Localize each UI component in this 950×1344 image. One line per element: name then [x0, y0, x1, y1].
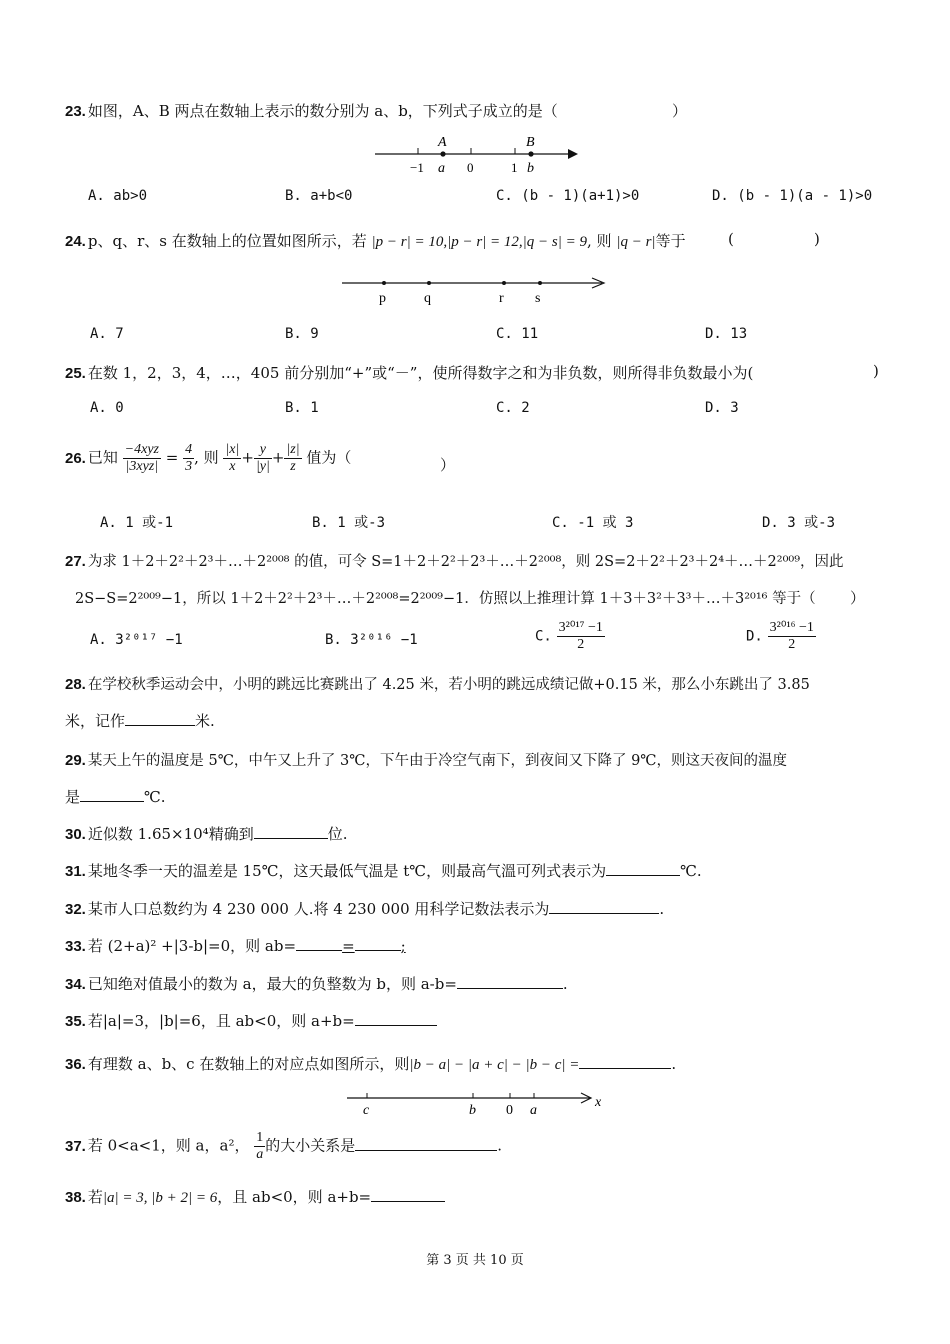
- q33-answer-blank-2[interactable]: [355, 936, 401, 951]
- q26-text-3: 值为（: [306, 448, 352, 467]
- q26-fraction-1: [123, 442, 161, 475]
- q23-label-a: a: [438, 161, 445, 176]
- q26-fraction-3-numerator: |x|: [225, 442, 240, 457]
- q24-label-r: r: [499, 291, 504, 306]
- q31-stem: [65, 860, 702, 881]
- q26-fraction-1-denominator: |3xyz|: [125, 459, 159, 474]
- q27-option-d: [746, 620, 816, 653]
- q23-number-line: [370, 132, 582, 178]
- q31-number: 31.: [65, 863, 86, 880]
- q38-answer-blank[interactable]: [371, 1187, 445, 1202]
- q26-stem: [65, 442, 351, 475]
- q37-fraction-numerator: 1: [256, 1130, 264, 1145]
- q27-option-a: A. 3²⁰¹⁷ −1: [90, 632, 183, 648]
- q24-option-b: B. 9: [285, 326, 319, 342]
- q38-text-2: ，且 ab<0，则 a+b=: [217, 1188, 372, 1206]
- q29-text-1: 某天上午的温度是 5℃，中午又上升了 3℃，下午由于冷空气南下，到夜间又下降了 9℃，则这天夜间的温度: [87, 753, 788, 769]
- q25-stem: [65, 362, 753, 383]
- q32-answer-blank[interactable]: [549, 899, 659, 914]
- q26-fraction-2-denominator: 3: [185, 459, 193, 474]
- q26-fraction-5: [284, 442, 301, 475]
- q26-fraction-5-numerator: |z|: [286, 442, 300, 457]
- q33-number: 33.: [65, 938, 86, 955]
- q26-option-c: C. -1 或 3: [552, 515, 634, 531]
- q29-text-2a: 是: [65, 788, 81, 806]
- q24-option-a: A. 7: [90, 326, 124, 342]
- q30-text-1: 近似数 1.65×10⁴精确到: [87, 825, 254, 843]
- q35-number: 35.: [65, 1013, 86, 1030]
- q27-option-c-denominator: 2: [577, 637, 585, 652]
- q37-text-1: 若 0<a<1，则 a，a²，: [87, 1136, 250, 1155]
- q25-option-d: D. 3: [705, 400, 739, 416]
- q36-number: 36.: [65, 1056, 86, 1073]
- q38-expr: |a| = 3, |b + 2| = 6: [102, 1190, 218, 1206]
- q33-text-2: ;: [400, 937, 406, 955]
- q24-expr-1: |p − r| = 10,: [371, 234, 448, 250]
- q36-text-1: 有理数 a、b、c 在数轴上的对应点如图所示，则: [87, 1055, 410, 1073]
- q34-answer-blank[interactable]: [457, 974, 563, 989]
- q23-label-A: A: [438, 135, 447, 150]
- q24-point-s: [538, 281, 542, 285]
- q34-text-2: .: [562, 975, 568, 993]
- q23-label-0: 0: [467, 160, 474, 175]
- q23-close: ）: [672, 102, 688, 120]
- q29-answer-blank[interactable]: [80, 787, 144, 802]
- q26-fraction-1-numerator: −4xyz: [124, 442, 159, 457]
- q23-number: 23.: [65, 103, 86, 120]
- q38-stem: [65, 1186, 445, 1207]
- q24-text-1: p、q、r、s 在数轴上的位置如图所示，若: [87, 232, 367, 250]
- q31-text-2: ℃.: [680, 862, 702, 880]
- q36-stem: [65, 1053, 676, 1074]
- q36-text-2: .: [671, 1055, 677, 1073]
- q27-line-1: [65, 550, 844, 571]
- page-footer: 第 3 页 共 10 页: [426, 1253, 524, 1268]
- q26-plus-2: +: [271, 448, 285, 467]
- q27-text-1: 为求 1＋2＋2²＋2³＋…＋2²⁰⁰⁸ 的值，可令 S=1＋2＋2²＋2³＋…＋2²⁰⁰⁸，则 2S=2＋2²＋2³＋2⁴＋…＋2²⁰⁰⁹，因此: [87, 554, 844, 570]
- q32-number: 32.: [65, 901, 86, 918]
- q29-text-2b: ℃.: [144, 788, 166, 806]
- q28-answer-blank[interactable]: [125, 711, 195, 726]
- q35-text-1: 若|a|=3，|b|=6，且 ab<0，则 a+b=: [87, 1012, 355, 1030]
- q35-answer-blank[interactable]: [355, 1011, 437, 1026]
- q27-option-d-denominator: 2: [788, 637, 796, 652]
- q28-line-1: [65, 673, 810, 694]
- q23-option-b: B. a+b<0: [285, 188, 353, 204]
- q26-text-2: , 则: [194, 448, 219, 467]
- q23-label-m1: −1: [410, 160, 424, 175]
- q26-fraction-4: [254, 442, 272, 475]
- q31-answer-blank[interactable]: [606, 861, 680, 876]
- q33-mid: =: [342, 937, 355, 955]
- q36-label-0: 0: [506, 1103, 513, 1118]
- q26-fraction-2-numerator: 4: [185, 442, 193, 457]
- q38-text-1: 若: [87, 1188, 103, 1206]
- q25-option-a: A. 0: [90, 400, 124, 416]
- q31-text-1: 某地冬季一天的温差是 15℃，这天最低气温是 t℃，则最高气溫可列式表示为: [87, 862, 607, 880]
- q34-text-1: 已知绝对值最小的数为 a，最大的负整数为 b，则 a-b=: [87, 975, 457, 993]
- q23-label-B: B: [526, 135, 535, 150]
- q28-text-2a: 米，记作: [65, 712, 126, 730]
- q25-option-c: C. 2: [496, 400, 530, 416]
- q29-line-2: [65, 786, 166, 807]
- q25-option-b: B. 1: [285, 400, 319, 416]
- q28-number: 28.: [65, 676, 86, 693]
- q34-stem: [65, 973, 568, 994]
- q36-number-line: [345, 1088, 610, 1122]
- q24-paren: (: [728, 230, 734, 248]
- q35-stem: [65, 1010, 437, 1031]
- q30-number: 30.: [65, 826, 86, 843]
- q26-fraction-2: [183, 442, 194, 475]
- q38-number: 38.: [65, 1189, 86, 1206]
- q24-point-r: [502, 281, 506, 285]
- q37-answer-blank[interactable]: [355, 1136, 497, 1151]
- q37-fraction-denominator: a: [256, 1147, 264, 1162]
- q23-label-1: 1: [511, 160, 518, 175]
- q36-label-x: x: [595, 1095, 602, 1110]
- q23-option-c: C. (b - 1)(a+1)>0: [496, 188, 640, 204]
- q37-number: 37.: [65, 1137, 86, 1155]
- q24-label-p: p: [379, 291, 386, 306]
- q24-expr-2: |p − r| = 12,: [447, 234, 523, 250]
- q26-fraction-3: [223, 442, 241, 475]
- q27-close: ）: [850, 589, 866, 607]
- q36-label-c: c: [363, 1103, 370, 1118]
- q23-text: 如图，A、B 两点在数轴上表示的数分别为 a、b，下列式子成立的是（: [87, 102, 558, 120]
- q24-option-c: C. 11: [496, 326, 539, 342]
- q25-number: 25.: [65, 365, 86, 382]
- q24-expr-3: |q − s| = 9: [522, 234, 588, 250]
- q30-answer-blank[interactable]: [254, 824, 328, 839]
- q27-option-c-label: C.: [535, 628, 552, 645]
- q24-text-2: , 则: [587, 232, 612, 250]
- q28-text-2b: 米.: [195, 712, 215, 730]
- q26-option-a: A. 1 或-1: [100, 515, 174, 531]
- q25-text: 在数 1，2，3，4，…，405 前分别加“+”或“－”，使所得数字之和为非负数，则所得非负数最小为(: [87, 364, 754, 382]
- q32-text-2: .: [659, 900, 665, 918]
- q32-text-1: 某市人口总数约为 4 230 000 人.将 4 230 000 用科学记数法表示为: [87, 900, 550, 918]
- q24-expr-4: |q − r|: [616, 234, 656, 250]
- q23-option-d: D. (b - 1)(a - 1)>0: [712, 188, 873, 204]
- q37-fraction: [254, 1130, 265, 1163]
- q26-fraction-5-denominator: z: [290, 459, 296, 474]
- q24-number: 24.: [65, 233, 86, 250]
- q24-text-3: 等于: [655, 232, 686, 250]
- q33-text-1: 若 (2+a)² +|3-b|=0，则 ab=: [87, 937, 297, 955]
- q26-fraction-3-denominator: x: [229, 459, 236, 474]
- q26-fraction-4-numerator: y: [254, 442, 272, 459]
- q37-text-3: .: [497, 1136, 503, 1155]
- q23-stem: [65, 100, 558, 121]
- q27-option-c-fraction: [557, 620, 605, 653]
- q26-equals: =: [165, 448, 179, 467]
- q24-option-d: D. 13: [705, 326, 748, 342]
- q24-label-s: s: [535, 291, 541, 306]
- q36-label-a: a: [530, 1103, 537, 1118]
- q26-plus-1: +: [241, 448, 254, 467]
- q24-label-q: q: [424, 291, 431, 306]
- q23-option-a: A. ab>0: [88, 188, 148, 204]
- q33-stem: [65, 935, 406, 956]
- q24-point-p: [382, 281, 386, 285]
- q30-text-2: 位.: [327, 825, 348, 843]
- q37-text-2: 的大小关系是: [265, 1136, 356, 1155]
- q27-option-d-fraction: [768, 620, 816, 653]
- q27-option-c-numerator: 3²⁰¹⁷ −1: [558, 620, 603, 635]
- q27-option-b: B. 3²⁰¹⁶ −1: [325, 632, 418, 648]
- q28-text-1: 在学校秋季运动会中，小明的跳远比赛跳出了 4.25 米，若小明的跳远成绩记做+0.15 米，那么小东跳出了 3.85: [87, 677, 810, 693]
- q26-fraction-4-denominator: |y|: [255, 459, 270, 474]
- q27-option-d-label: D.: [746, 628, 763, 645]
- q24-number-line: [340, 272, 615, 308]
- q26-option-b: B. 1 或-3: [312, 515, 386, 531]
- q36-expr: |b − a| − |a + c| − |b − c| =: [409, 1057, 580, 1073]
- q29-number: 29.: [65, 752, 86, 769]
- q29-line-1: [65, 749, 787, 770]
- q33-answer-blank-1[interactable]: [296, 936, 342, 951]
- q34-number: 34.: [65, 976, 86, 993]
- q27-option-d-numerator: 3²⁰¹⁶ −1: [769, 620, 814, 635]
- q24-stem: [65, 230, 686, 251]
- q24-point-q: [427, 281, 431, 285]
- q24-close: ): [814, 230, 820, 248]
- q23-point-a: [440, 151, 445, 156]
- q36-answer-blank[interactable]: [579, 1054, 671, 1069]
- q23-axis-arrow: [568, 149, 578, 159]
- q26-close: ）: [440, 456, 456, 474]
- q27-number: 27.: [65, 553, 86, 570]
- q36-label-b: b: [469, 1103, 476, 1118]
- q37-stem: [65, 1130, 502, 1163]
- q27-line-2: 2S−S=2²⁰⁰⁹−1，所以 1＋2＋2²＋2³＋…＋2²⁰⁰⁸=2²⁰⁰⁹−1．仿照以上推理计算 1＋3＋3²＋3³＋…＋3²⁰¹⁶ 等于（: [75, 591, 816, 607]
- q23-point-b: [528, 151, 533, 156]
- q30-stem: [65, 823, 347, 844]
- q26-option-d: D. 3 或-3: [762, 515, 836, 531]
- q26-text-1: 已知: [87, 448, 118, 467]
- q26-number: 26.: [65, 449, 86, 467]
- q25-close: ): [873, 362, 879, 380]
- q27-option-c: [535, 620, 605, 653]
- q23-label-b: b: [527, 161, 534, 176]
- q32-stem: [65, 898, 664, 919]
- q28-line-2: [65, 710, 215, 731]
